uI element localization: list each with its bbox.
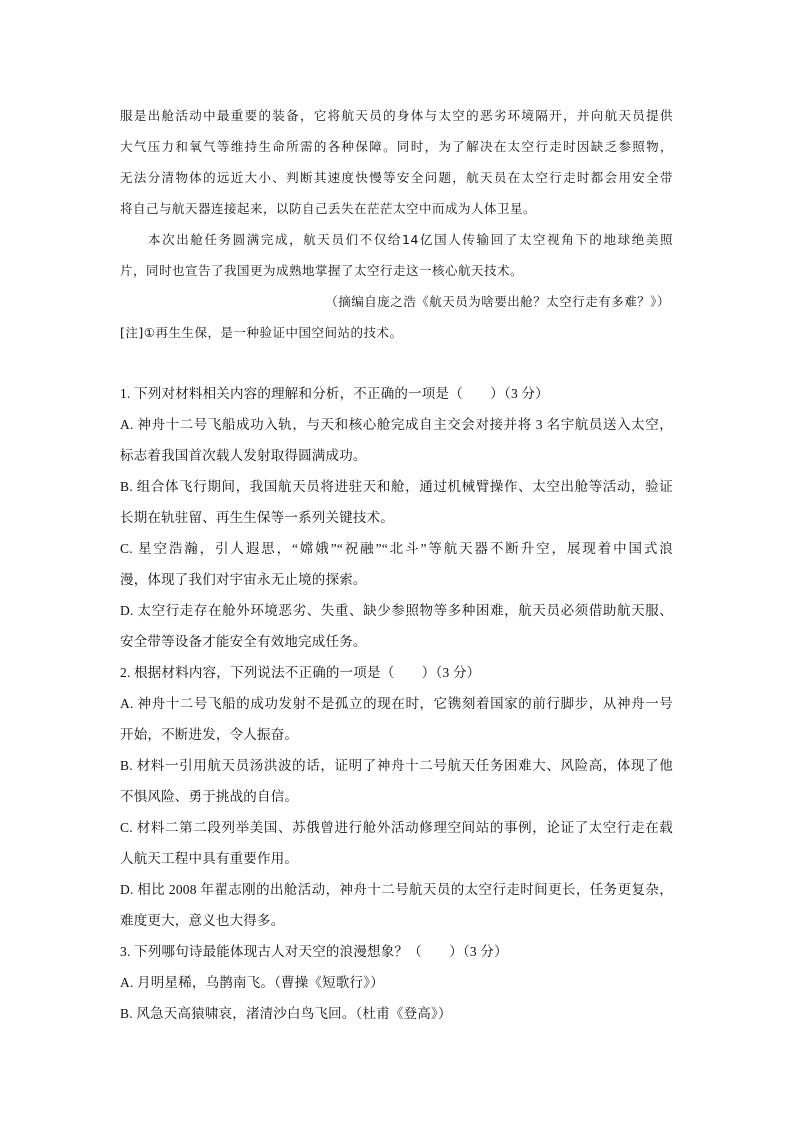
- question-3-option-a: A. 月明星稀，乌鹊南飞。（曹操《短歌行》）: [120, 975, 384, 990]
- question-1-option-d-line-2: 安全带等设备才能安全有效地完成任务。: [120, 634, 367, 649]
- question-1-option-a-line-1: A. 神舟十二号飞船成功入轨，与天和核心舱完成自主交会对接并将 3 名宇航员送入太空，: [120, 417, 673, 432]
- question-2-stem: 2. 根据材料内容，下列说法不正确的一项是（ ）（3 分）: [120, 665, 481, 680]
- question-1-option-c-line-2: 漫，体现了我们对宇宙永无止境的探索。: [120, 572, 367, 587]
- question-1-option-d-line-1: D. 太空行走存在舱外环境恶劣、失重、缺少参照物等多种困难，航天员必须借助航天服、: [120, 603, 673, 618]
- question-3-option-b: B. 风急天高猿啸哀，渚清沙白鸟飞回。（杜甫《登高》）: [120, 1006, 452, 1021]
- question-1-option-a-line-2: 标志着我国首次载人发射取得圆满成功。: [120, 448, 367, 463]
- question-1-option-b-line-1: B. 组合体飞行期间，我国航天员将进驻天和舱，通过机械臂操作、太空出舱等活动，验证: [120, 479, 673, 494]
- question-2-option-d-line-2: 难度更大，意义也大得多。: [120, 913, 285, 928]
- passage-line-1: 服是出舱活动中最重要的装备，它将航天员的身体与太空的恶劣环境隔开，并向航天员提供: [120, 108, 673, 123]
- question-1-option-c-line-1: C. 星空浩瀚，引人遐思，“嫦娥”“祝融”“北斗”等航天器不断升空，展现着中国式浪: [120, 541, 673, 556]
- question-2-option-b-line-2: 不惧风险、勇于挑战的自信。: [120, 789, 299, 804]
- passage-note: [注]①再生生保，是一种验证中国空间站的技术。: [120, 325, 403, 340]
- question-2-option-b-line-1: B. 材料一引用航天员汤洪波的话，证明了神舟十二号航天任务困难大、风险高，体现了他: [120, 758, 673, 773]
- question-2-option-d-line-1: D. 相比 2008 年翟志刚的出舱活动，神舟十二号航天员的太空行走时间更长，任务更复杂，: [120, 882, 673, 897]
- passage-line-2: 大气压力和氧气等维持生命所需的各种保障。同时，为了解决在太空行走时因缺乏参照物，: [120, 139, 673, 154]
- question-2-option-c-line-1: C. 材料二第二段列举美国、苏俄曾进行舱外活动修理空间站的事例，论证了太空行走在载: [120, 820, 673, 835]
- question-1-stem: 1. 下列对材料相关内容的理解和分析，不正确的一项是（ ）（3 分）: [120, 386, 549, 401]
- passage-line-3: 无法分清物体的远近大小、判断其速度快慢等安全问题，航天员在太空行走时都会用安全带: [120, 170, 673, 185]
- question-1-option-b-line-2: 长期在轨驻留、再生生保等一系列关键技术。: [120, 510, 394, 525]
- passage-source: （摘编自庞之浩《航天员为啥要出舱？太空行走有多难？》）: [325, 294, 670, 309]
- passage-line-4: 将自己与航天器连接起来，以防自己丢失在茫茫太空中而成为人体卫星。: [120, 201, 537, 216]
- question-2-option-a-line-1: A. 神舟十二号飞船的成功发射不是孤立的现在时，它镌刻着国家的前行脚步，从神舟一号: [120, 696, 673, 711]
- question-3-stem: 3. 下列哪句诗最能体现古人对天空的浪漫想象？（ ）（3 分）: [120, 944, 508, 959]
- passage-line-5: 本次出舱任务圆满完成，航天员们不仅给14亿国人传输回了太空视角下的地球绝美照: [148, 232, 673, 247]
- passage-line-6: 片，同时也宣告了我国更为成熟地掌握了太空行走这一核心航天技术。: [120, 263, 524, 278]
- question-2-option-c-line-2: 人航天工程中具有重要作用。: [120, 851, 299, 866]
- question-2-option-a-line-2: 开始，不断进发，令人振奋。: [120, 727, 299, 742]
